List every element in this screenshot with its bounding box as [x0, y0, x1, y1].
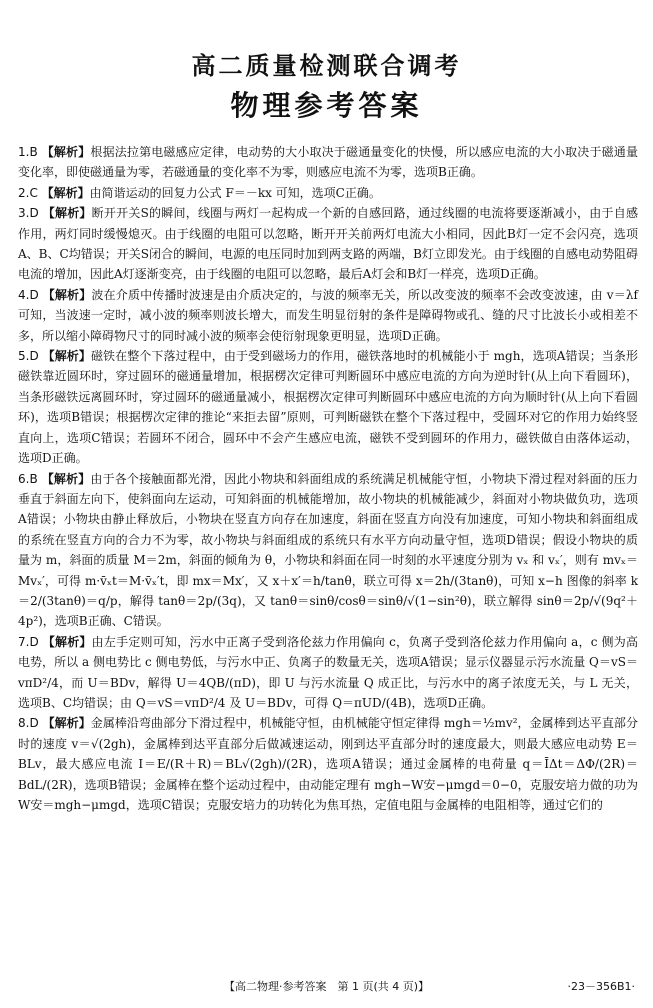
answer-item	[18, 713, 638, 815]
analysis-tag: 【解析】	[42, 716, 91, 731]
analysis-tag: 【解析】	[41, 145, 91, 159]
answer-text: 金属棒沿弯曲部分下滑过程中，机械能守恒，由机械能守恒定律得 mgh＝½mv²，金属棒到达平直部分时的速度 v＝√(2gh)，金属棒到达平直部分后做减速运动，刚到达平直部分时的速度最大，则最大感应电动势 E＝BLv，最大感应电流 I＝E/(R＋R)＝BL√(2gh)/(2R)，选项A错误；通过金属棒的电荷量 q＝ĪΔt＝ΔΦ/(2R)＝BdL/(2R)，选项B错误；金属棒在整个运动过程中，由动能定理有 mgh−W安−μmgd＝0−0，克服安培力做的功为 W安＝mgh−μmgd，选项C错误；克服安培力的功转化为焦耳热，定值电阻与金属棒的电阻相等，通过它们的	[18, 716, 638, 812]
answer-text: 由左手定则可知，污水中正离子受到洛伦兹力作用偏向 c，负离子受到洛伦兹力作用偏向 a，c 侧为高电势，所以 a 侧电势比 c 侧电势低，与污水中正、负离子的数量无关，选项A错误；显示仪器显示污水流量 Q＝vS＝vπD²/4，而 U＝BDv，解得 U＝4QB/(πD)，即 U 与污水流量 Q 成正比，与污水中的离子浓度无关，与 L 无关，选项B、C均错误；由 Q＝vS＝vπD²/4 及 U＝BDv，可得 Q＝πUD/(4B)，选项D正确。	[18, 634, 638, 710]
answer-number: 8.D	[18, 716, 39, 731]
answer-list	[18, 142, 638, 815]
footer-page-info: 【高二物理·参考答案 第 1 页(共 4 页)】	[223, 980, 430, 993]
analysis-tag: 【解析】	[41, 185, 90, 200]
answer-number: 7.D	[18, 634, 39, 649]
answer-number: 6.B	[18, 471, 38, 486]
answer-number: 3.D	[18, 206, 39, 221]
answer-number: 1.B	[18, 145, 38, 159]
page-subtitle: 物理参考答案	[230, 89, 423, 122]
answer-item	[18, 142, 638, 183]
answer-item	[18, 469, 638, 632]
answer-text: 由于各个接触面都光滑，因此小物块和斜面组成的系统满足机械能守恒，小物块下滑过程对斜面的压力垂直于斜面左向下，使斜面向左运动，可知斜面的机械能增加，故小物块的机械能减少，斜面对小物块做负功，选项A错误；小物块由静止释放后，小物块在竖直方向存在加速度，斜面在竖直方向没有加速度，可知小物块和斜面组成的系统在竖直方向的合力不为零，故小物块与斜面组成的系统只有水平方向动量守恒，选项D错误；假设小物块的质量为 m，斜面的质量 M＝2m，斜面的倾角为 θ，小物块和斜面在同一时刻的水平速度分别为 vₓ 和 vₓ′，则有 mvₓ＝Mvₓ′，可得 m·v̄ₓt＝M·v̄ₓ′t，即 mx＝Mx′，又 x＋x′＝h/tanθ，联立可得 x＝2h/(3tanθ)，可知 x−h 图像的斜率 k＝2/(3tanθ)＝q/p，解得 tanθ＝2p/(3q)，又 tanθ＝sinθ/cosθ＝sinθ/√(1−sin²θ)，联立解得 sinθ＝2p/√(9q²＋4p²)，选项B正确、C错误。	[18, 471, 638, 629]
answer-item	[18, 285, 638, 346]
page-title: 高二质量检测联合调考	[191, 52, 462, 80]
analysis-tag: 【解析】	[41, 471, 91, 486]
analysis-tag: 【解析】	[42, 349, 91, 364]
footer-code: ·23－356B1·	[567, 980, 635, 993]
answer-text: 根据法拉第电磁感应定律，电动势的大小取决于磁通量变化的快慢，所以感应电流的大小取决于磁通量变化率，即使磁通量为零，若磁通量的变化率不为零，则感应电流不为零，选项B正确。	[18, 145, 638, 180]
analysis-tag: 【解析】	[42, 206, 92, 221]
answer-item	[18, 203, 638, 285]
answer-item	[18, 346, 638, 468]
answer-text: 断开开关S的瞬间，线圈与两灯一起构成一个新的自感回路，通过线圈的电流将要逐渐减小，由于自感作用，两灯同时缓慢熄灭。由于线圈的电阻可以忽略，断开开关前两灯电流大小相同，因此B灯一定不会闪亮，选项A、B、C均错误；开关S闭合的瞬间，电源的电压同时加到两支路的两端，B灯立即发光。由于线圈的自感电动势阻碍电流的增加，因此A灯逐渐变亮，由于线圈的电阻可以忽略，最后A灯会和B灯一样亮，选项D正确。	[18, 206, 638, 282]
answer-item	[18, 632, 638, 714]
answer-text: 磁铁在整个下落过程中，由于受到磁场力的作用，磁铁落地时的机械能小于 mgh，选项A错误；当条形磁铁靠近圆环时，穿过圆环的磁通量增加，根据楞次定律可判断圆环中感应电流的方向为逆时针(从上向下看圆环)，当条形磁铁远离圆环时，穿过圆环的磁通量减小，根据楞次定律可判断圆环中感应电流的方向为顺时针(从上向下看圆环)，选项B错误；根据楞次定律的推论“来拒去留”原则，可判断磁铁在整个下落过程中，受圆环对它的作用力始终竖直向上，选项C错误；若圆环不闭合，圆环中不会产生感应电流，磁铁不受到圆环的作用力，磁铁做自由落体运动，选项D正确。	[18, 349, 638, 466]
answer-number: 5.D	[18, 349, 39, 364]
answer-item	[18, 183, 638, 203]
answer-number: 4.D	[18, 287, 39, 302]
answer-number: 2.C	[18, 185, 38, 200]
answer-text: 波在介质中传播时波速是由介质决定的，与波的频率无关，所以改变波的频率不会改变波速，由 v＝λf 可知，当波速一定时，减小波的频率则波长增大，而发生明显衍射的条件是障碍物或孔、缝的尺寸比波长小或相差不多，所以缩小障碍物尺寸的同时减小波的频率会使衍射现象更明显，选项D正确。	[18, 287, 638, 343]
answer-text: 由简谐运动的回复力公式 F＝－kx 可知，选项C正确。	[89, 185, 381, 200]
analysis-tag: 【解析】	[42, 634, 92, 649]
analysis-tag: 【解析】	[42, 287, 92, 302]
